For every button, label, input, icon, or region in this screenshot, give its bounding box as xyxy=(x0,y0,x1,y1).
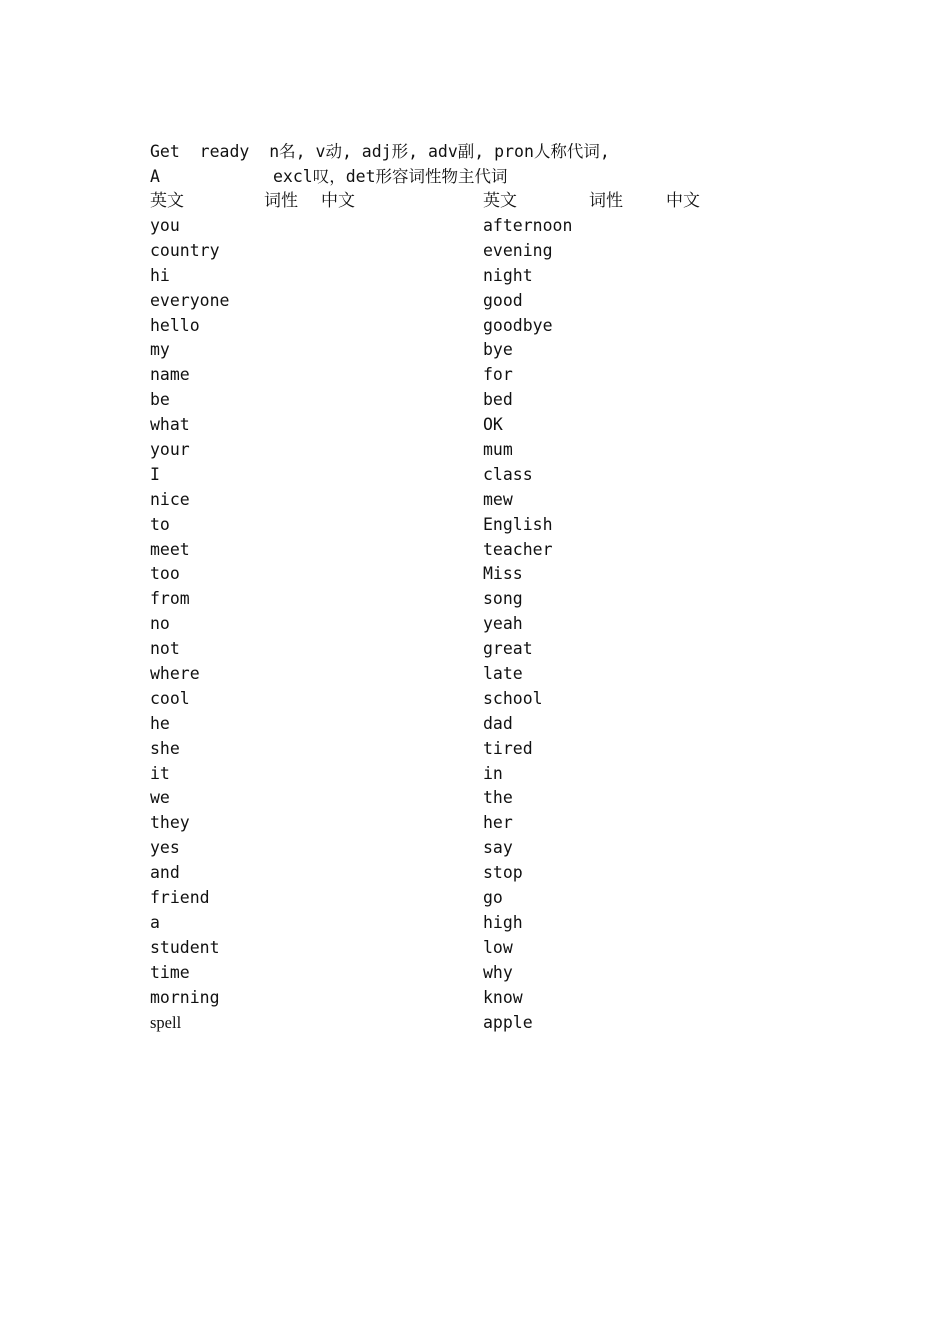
vocab-word: they xyxy=(150,813,190,833)
vocab-word: class xyxy=(483,464,533,484)
vocab-word: for xyxy=(483,365,513,385)
vocab-word: dad xyxy=(483,713,513,733)
vocab-word: afternoon xyxy=(483,216,573,235)
vocab-word: say xyxy=(483,838,513,858)
vocab-word: bed xyxy=(483,390,513,410)
vocab-word: evening xyxy=(483,240,553,260)
vocab-word: not xyxy=(150,639,180,659)
vocab-word: name xyxy=(150,365,190,385)
vocab-word: school xyxy=(483,688,543,708)
right-header-chinese: 中文 xyxy=(666,191,700,211)
vocab-word: no xyxy=(150,614,170,634)
vocab-word: song xyxy=(483,589,523,609)
vocab-word: you xyxy=(150,216,180,235)
vocab-word: from xyxy=(150,589,190,609)
right-word-column xyxy=(483,213,572,1034)
vocab-word: mew xyxy=(483,489,513,509)
vocab-word: to xyxy=(150,514,170,534)
vocab-word: hello xyxy=(150,315,200,335)
vocab-word: go xyxy=(483,888,503,908)
vocab-word: English xyxy=(483,514,553,534)
vocab-word: hi xyxy=(150,265,170,285)
vocab-word: a xyxy=(150,912,160,932)
vocab-word: too xyxy=(150,564,180,584)
header-line-2-label: A xyxy=(150,167,160,186)
vocab-word: know xyxy=(483,987,523,1007)
vocab-word: good xyxy=(483,290,523,310)
vocab-word: yeah xyxy=(483,614,523,634)
vocab-word: what xyxy=(150,415,190,435)
left-word-column xyxy=(150,213,229,1034)
vocab-word: night xyxy=(483,265,533,285)
left-header-pos: 词性 xyxy=(264,191,298,211)
vocab-word: meet xyxy=(150,539,190,559)
vocab-word: where xyxy=(150,664,200,684)
vocab-word: it xyxy=(150,763,170,783)
left-header-english: 英文 xyxy=(150,191,184,211)
vocab-word: and xyxy=(150,863,180,883)
vocab-word: apple xyxy=(483,1012,533,1032)
vocab-word: OK xyxy=(483,415,503,435)
vocab-word: yes xyxy=(150,838,180,858)
vocab-word: mum xyxy=(483,440,513,460)
vocab-word: tired xyxy=(483,738,533,758)
vocab-word: the xyxy=(483,788,513,808)
left-header-chinese: 中文 xyxy=(321,191,355,211)
vocab-word: teacher xyxy=(483,539,553,559)
vocab-word: be xyxy=(150,390,170,410)
vocab-word: spell xyxy=(150,1012,182,1032)
vocab-word: she xyxy=(150,738,180,758)
vocab-word: morning xyxy=(150,987,220,1007)
vocab-word: friend xyxy=(150,888,210,908)
vocab-word: bye xyxy=(483,340,513,360)
vocab-word: her xyxy=(483,813,513,833)
vocab-word: cool xyxy=(150,688,190,708)
header-line-2-text: excl叹，det形容词性物主代词 xyxy=(273,167,508,186)
vocab-word: nice xyxy=(150,489,190,509)
vocab-word: late xyxy=(483,664,523,684)
vocab-word: low xyxy=(483,937,513,957)
header-line-1: Get ready n名, v动, adj形, adv副, pron人称代词, xyxy=(150,142,610,161)
vocab-word: high xyxy=(483,912,523,932)
vocab-word: time xyxy=(150,962,190,982)
vocab-word: in xyxy=(483,763,503,783)
vocab-word: your xyxy=(150,440,190,460)
vocab-word: country xyxy=(150,240,220,260)
vocab-word: I xyxy=(150,464,160,484)
right-header-english: 英文 xyxy=(483,191,517,211)
vocab-word: he xyxy=(150,713,170,733)
vocab-word: we xyxy=(150,788,170,808)
vocab-word: Miss xyxy=(483,564,523,584)
vocab-word: goodbye xyxy=(483,315,553,335)
vocab-word: student xyxy=(150,937,220,957)
vocab-word: great xyxy=(483,639,533,659)
vocab-word: why xyxy=(483,962,513,982)
vocab-word: my xyxy=(150,340,170,360)
vocab-word: stop xyxy=(483,863,523,883)
right-header-pos: 词性 xyxy=(589,191,623,211)
vocab-word: everyone xyxy=(150,290,230,310)
